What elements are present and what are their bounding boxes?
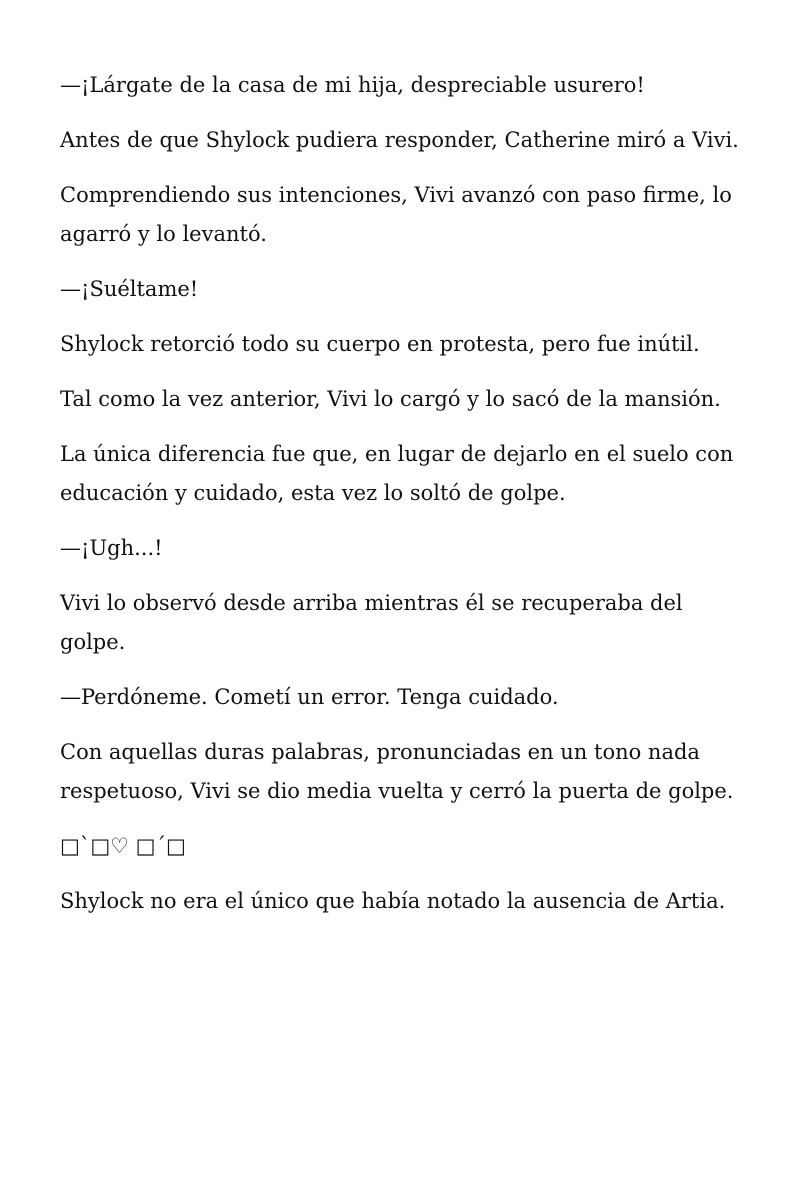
paragraph-12: Shylock no era el único que había notado la ausencia de Artia.: [60, 889, 726, 913]
paragraph-4: —¡Suéltame!: [60, 277, 199, 301]
paragraph-11: Con aquellas duras palabras, pronunciadas en un tono nada respetuoso, Vivi se dio media vuelta y cerró la puerta de golpe.: [60, 740, 734, 803]
paragraph-7: La única diferencia fue que, en lugar de dejarlo en el suelo con educación y cuidado, esta vez lo soltó de golpe.: [60, 442, 734, 505]
paragraph-8: —¡Ugh...!: [60, 536, 163, 560]
section-separator: □`□♡ □´□: [60, 834, 186, 858]
paragraph-6: Tal como la vez anterior, Vivi lo cargó y lo sacó de la mansión.: [60, 387, 721, 411]
paragraph-10: —Perdóneme. Cometí un error. Tenga cuidado.: [60, 685, 559, 709]
paragraph-5: Shylock retorció todo su cuerpo en protesta, pero fue inútil.: [60, 332, 700, 356]
paragraph-9: Vivi lo observó desde arriba mientras él se recuperaba del golpe.: [60, 591, 683, 654]
paragraph-3: Comprendiendo sus intenciones, Vivi avanzó con paso firme, lo agarró y lo levantó.: [60, 183, 732, 246]
paragraph-1: —¡Lárgate de la casa de mi hija, despreciable usurero!: [60, 73, 645, 97]
paragraph-2: Antes de que Shylock pudiera responder, Catherine miró a Vivi.: [60, 128, 739, 152]
